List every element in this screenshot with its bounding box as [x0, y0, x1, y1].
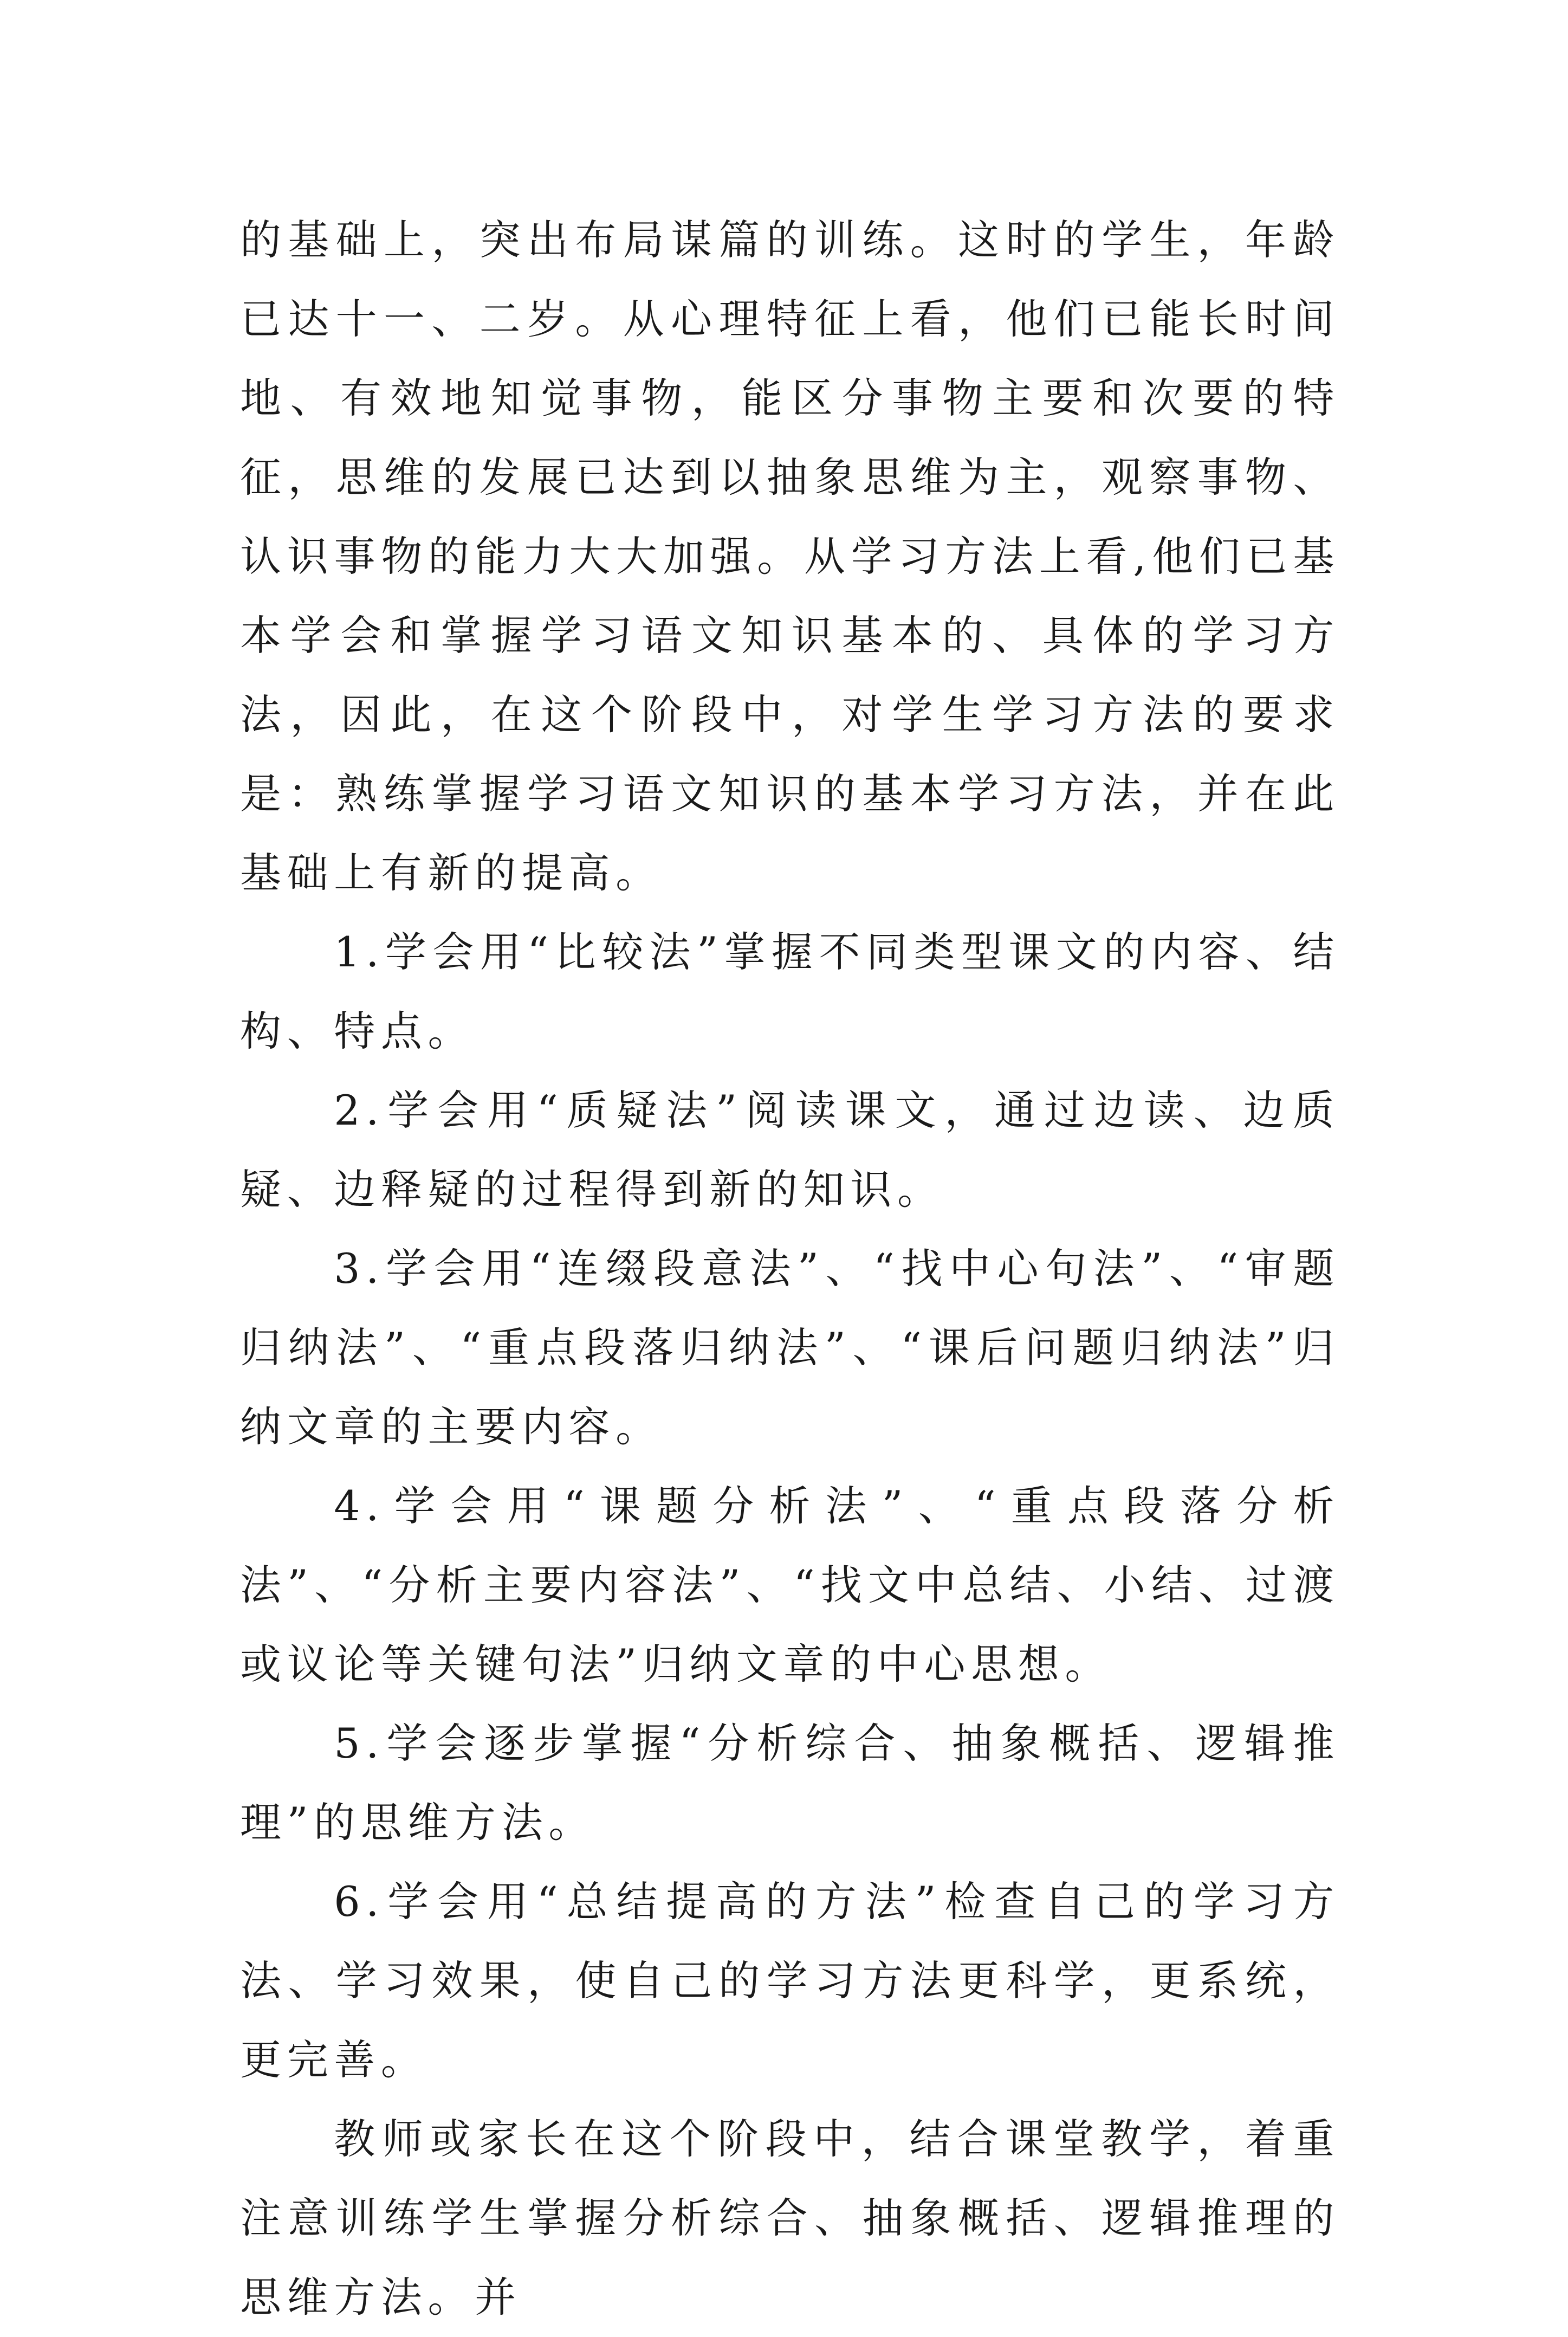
paragraph-item-6: 6.学会用“总结提高的方法”检查自己的学习方法、学习效果，使自己的学习方法更科学，更系统，更完善。: [240, 1877, 1340, 2084]
paragraph-item-2: 2.学会用“质疑法”阅读课文，通过边读、边质疑、边释疑的过程得到新的知识。: [240, 1086, 1340, 1213]
paragraph-item-4: 4.学会用“课题分析法”、“重点段落分析法”、“分析主要内容法”、“找文中总结、小结、过渡或议论等关键句法”归纳文章的中心思想。: [240, 1482, 1340, 1688]
paragraph-intro: 的基础上，突出布局谋篇的训练。这时的学生，年龄已达十一、二岁。从心理特征上看，他们已能长时间地、有效地知觉事物，能区分事物主要和次要的特征，思维的发展已达到以抽象思维为主，观察事物、认识事物的能力大大加强。从学习方法上看,他们已基本学会和掌握学习语文知识基本的、具体的学习方法，因此，在这个阶段中，对学生学习方法的要求是：熟练掌握学习语文知识的基本学习方法，并在此基础上有新的提高。: [240, 216, 1340, 897]
document-body: [240, 201, 1340, 2337]
paragraph-item-3: 3.学会用“连缀段意法”、“找中心句法”、“审题归纳法”、“重点段落归纳法”、“课后问题归纳法”归纳文章的主要内容。: [240, 1244, 1340, 1451]
paragraph-closing: 教师或家长在这个阶段中，结合课堂教学，着重注意训练学生掌握分析综合、抽象概括、逻辑推理的思维方法。并: [240, 2115, 1340, 2321]
paragraph-item-5: 5.学会逐步掌握“分析综合、抽象概括、逻辑推理”的思维方法。: [240, 1719, 1340, 1847]
paragraph-item-1: 1.学会用“比较法”掌握不同类型课文的内容、结构、特点。: [240, 928, 1340, 1055]
